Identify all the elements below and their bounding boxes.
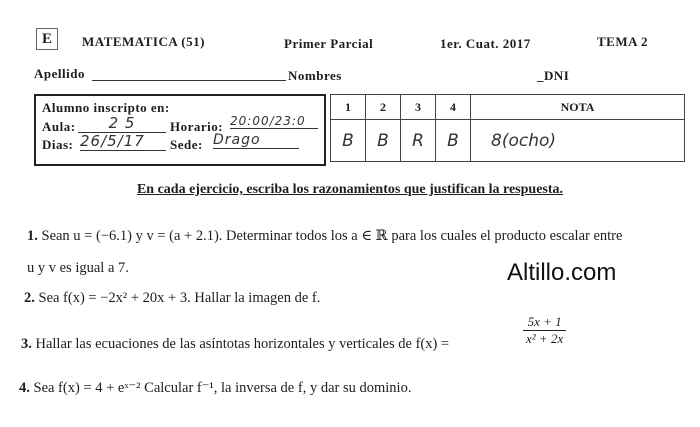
aula-label: Aula: <box>42 119 76 134</box>
grade-value-1: B <box>331 120 366 162</box>
grade-table <box>330 94 685 162</box>
q3-fraction-numerator: 5x + 1 <box>523 314 566 331</box>
horario-value: 20:00/23:0 <box>230 114 318 129</box>
dias-label: Dias: <box>42 137 74 152</box>
dias-value: 26/5/17 <box>80 132 166 151</box>
q3-text: Hallar las ecuaciones de las asíntotas horizontales y verticales de f(x) = <box>35 336 450 352</box>
term-label: 1er. Cuat. 2017 <box>440 36 531 51</box>
dni-label: _DNI <box>537 68 570 83</box>
horario-label: Horario: <box>170 119 224 134</box>
q3-fraction <box>523 314 566 347</box>
apellido-label: Apellido <box>34 66 85 81</box>
grade-header-4: 4 <box>436 95 471 120</box>
q3-fraction-denominator: x² + 2x <box>526 331 564 346</box>
q1-text-line2: u y v es igual a 7. <box>27 260 129 276</box>
sede-label: Sede: <box>170 137 203 152</box>
tema-label: TEMA 2 <box>597 34 649 49</box>
q4-text: Sea f(x) = 4 + eˣ⁻² Calcular f⁻¹, la inversa de f, y dar su dominio. <box>33 380 412 396</box>
q2-text: Sea f(x) = −2x² + 20x + 3. Hallar la imagen de f. <box>38 290 321 306</box>
q1-number: 1. <box>27 228 38 244</box>
nombres-label: Nombres <box>288 68 342 83</box>
grade-header-1: 1 <box>331 95 366 120</box>
q1-text-line1: Sean u = (−6.1) y v = (a + 2.1). Determinar todos los a ∈ ℝ para los cuales el producto escalar entre <box>41 228 623 244</box>
apellido-field[interactable] <box>92 80 286 81</box>
exam-title: Primer Parcial <box>284 36 374 51</box>
grade-value-3: R <box>401 120 436 162</box>
aula-value: 2 5 <box>78 114 166 133</box>
grade-value-4: B <box>436 120 471 162</box>
q2-number: 2. <box>24 290 35 306</box>
grade-value-nota: 8(ocho) <box>471 120 685 162</box>
sede-value: Drago <box>213 132 299 149</box>
altillo-watermark: Altillo.com <box>507 259 617 286</box>
tema-letter-box: E <box>36 28 58 50</box>
grade-header-3: 3 <box>401 95 436 120</box>
grade-header-nota: NOTA <box>471 95 685 120</box>
grade-header-2: 2 <box>366 95 401 120</box>
q4-number: 4. <box>19 380 30 396</box>
instruction-text: En cada ejercicio, escriba los razonamientos que justifican la respuesta. <box>136 182 564 197</box>
grade-value-2: B <box>366 120 401 162</box>
q3-number: 3. <box>21 336 32 352</box>
inscription-title: Alumno inscripto en: <box>42 100 170 115</box>
subject-title: MATEMATICA (51) <box>82 34 205 49</box>
